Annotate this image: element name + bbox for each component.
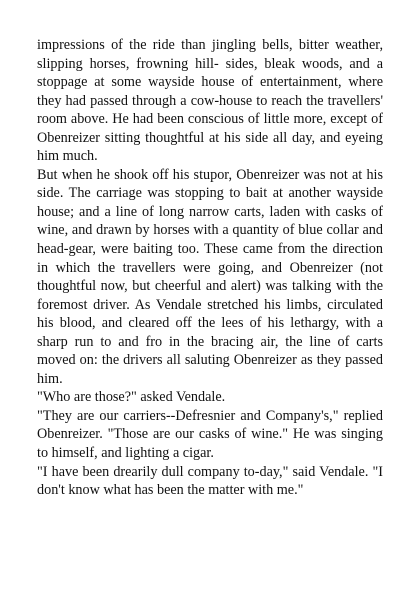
paragraph-carriage-stop: But when he shook off his stupor, Obenreizer was not at his side. The carriage was stopping to bait at another wayside house; and a line of long narrow carts, laden with casks of wine, and drawn by horses with a quantity of blue collar and head-gear, were baiting too. These came from the direction in which the travellers were going, and Obenreizer (not thoughtful now, but cheerful and alert) was talking with the foremost driver. As Vendale stretched his limbs, circulated his blood, and cleared off the lees of his lethargy, with a sharp run to and fro in the bracing air, the line of carts moved on: the drivers all saluting Obenreizer as they passed him. <box>37 166 383 387</box>
paragraph-carriers-reply: "They are our carriers--Defresnier and Company's," replied Obenreizer. "Those are our casks of wine." He was singing to himself, and lighting a cigar. <box>37 407 383 462</box>
paragraph-dull-company: "I have been drearily dull company to-day," said Vendale. "I don't know what has been the matter with me." <box>37 463 383 499</box>
document-page <box>37 36 383 500</box>
paragraph-who-are-those: "Who are those?" asked Vendale. <box>37 389 226 406</box>
paragraph-ride-impressions: impressions of the ride than jingling bells, bitter weather, slipping horses, frowning hill- sides, bleak woods, and a stoppage at some wayside house of entertainment, where they had passed through a cow-house to reach the travellers' room above. He had been conscious of little more, except of Obenreizer sitting thoughtful at his side all day, and eyeing him much. <box>37 37 383 165</box>
